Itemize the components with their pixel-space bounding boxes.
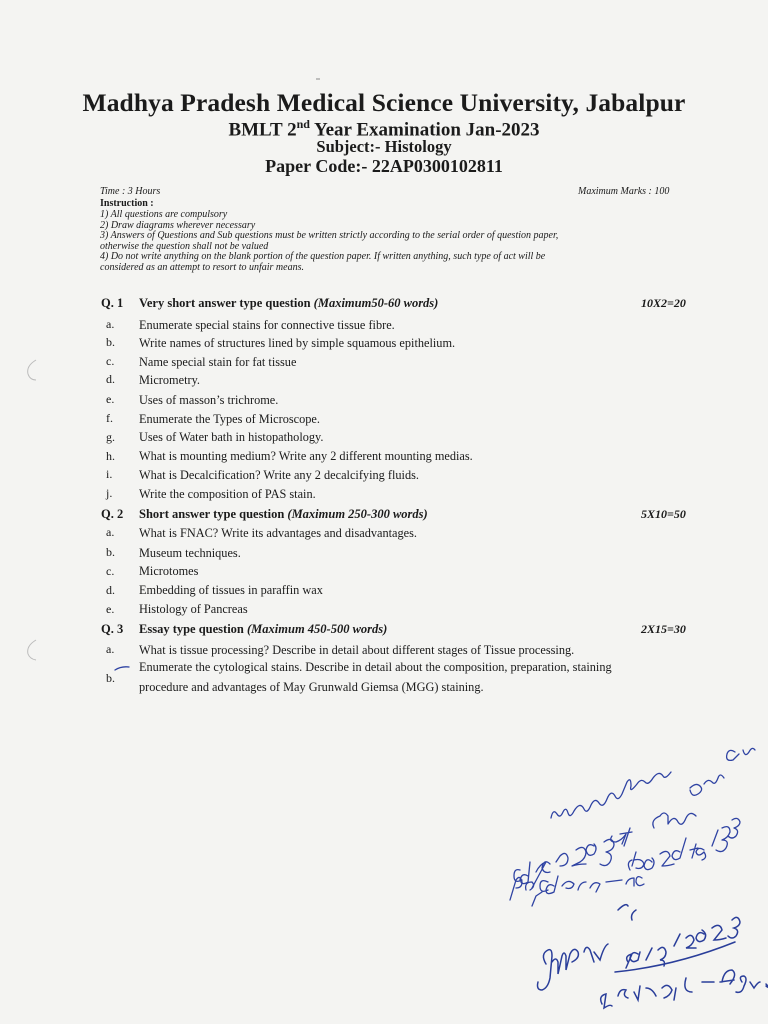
question-item: What is mounting medium? Write any 2 different mounting medias.: [139, 449, 473, 463]
item-label: g.: [106, 430, 115, 444]
question-title: Short answer type question (Maximum 250-300 words): [139, 507, 428, 521]
instruction-line: 3) Answers of Questions and Sub questions must be written strictly according to the serial order of question paper,: [100, 230, 559, 242]
instruction-line: 2) Draw diagrams wherever necessary: [100, 219, 256, 231]
exam-title: BMLT 2nd Year Examination Jan-2023: [228, 117, 540, 141]
item-label: c.: [106, 564, 115, 578]
item-label: e.: [106, 602, 115, 616]
question-item-continued: procedure and advantages of May Grunwald Giemsa (MGG) staining.: [139, 680, 484, 694]
question-marks: 5X10=50: [641, 507, 686, 521]
item-label: i.: [106, 467, 113, 481]
item-label: h.: [106, 449, 115, 463]
question-item: Uses of Water bath in histopathology.: [139, 430, 324, 444]
question-marks: 2X15=30: [641, 622, 686, 636]
question-item: Write names of structures lined by simple squamous epithelium.: [139, 336, 456, 350]
instruction-line: considered as an attempt to resort to unfair means.: [100, 261, 304, 273]
hole-punch-mark: [28, 640, 36, 660]
question-item: Embedding of tissues in paraffin wax: [139, 583, 323, 597]
instruction-line: 1) All questions are compulsory: [100, 209, 228, 220]
instruction-line: otherwise the question shall not be valued: [100, 240, 269, 252]
question-item: What is FNAC? Write its advantages and disadvantages.: [139, 526, 417, 540]
question-item: Enumerate special stains for connective tissue fibre.: [139, 318, 395, 332]
item-label: j.: [106, 486, 113, 500]
item-label: a.: [106, 525, 115, 539]
question-marks: 10X2=20: [641, 296, 686, 310]
time-label: Time : 3 Hours: [100, 186, 161, 197]
question-item: Microtomes: [139, 564, 199, 578]
question-item: Name special stain for fat tissue: [139, 355, 297, 369]
max-marks-label: Maximum Marks : 100: [578, 186, 670, 197]
pen-tick-mark: [115, 667, 129, 670]
question-item: Enumerate the cytological stains. Describe in detail about the composition, preparation, staining: [139, 660, 612, 674]
item-label: b.: [106, 335, 115, 349]
item-label: d.: [106, 372, 115, 386]
item-label: d.: [106, 583, 115, 597]
question-item: Museum techniques.: [139, 546, 241, 560]
subject-line: Subject:- Histology: [316, 137, 452, 156]
question-number: Q. 3: [101, 622, 124, 636]
item-label: b.: [106, 671, 115, 685]
item-label: c.: [106, 354, 115, 368]
item-label: e.: [106, 392, 115, 406]
paper-code: Paper Code:- 22AP0300102811: [265, 156, 503, 176]
question-item: Histology of Pancreas: [139, 602, 248, 616]
question-title: Essay type question (Maximum 450-500 words): [139, 622, 388, 636]
instruction-title: Instruction :: [100, 198, 154, 209]
question-number: Q. 1: [101, 296, 124, 310]
question-title: Very short answer type question (Maximum50-60 words): [139, 296, 439, 310]
item-label: a.: [106, 317, 115, 331]
hole-punch-mark: [28, 360, 36, 380]
question-number: Q. 2: [101, 507, 124, 521]
instruction-line: 4) Do not write anything on the blank portion of the question paper. If written anything, such type of act will be: [100, 251, 546, 263]
item-label: a.: [106, 642, 115, 656]
university-title: Madhya Pradesh Medical Science University, Jabalpur: [82, 88, 686, 117]
question-item: Micrometry.: [139, 373, 201, 387]
question-item: Uses of masson’s trichrome.: [139, 393, 279, 407]
question-item: Enumerate the Types of Microscope.: [139, 412, 320, 426]
item-label: b.: [106, 545, 115, 559]
question-item: Write the composition of PAS stain.: [139, 487, 316, 501]
question-item: What is Decalcification? Write any 2 decalcifying fluids.: [139, 468, 419, 482]
item-label: f.: [106, 411, 113, 425]
question-item: What is tissue processing? Describe in detail about different stages of Tissue processing.: [139, 643, 575, 657]
